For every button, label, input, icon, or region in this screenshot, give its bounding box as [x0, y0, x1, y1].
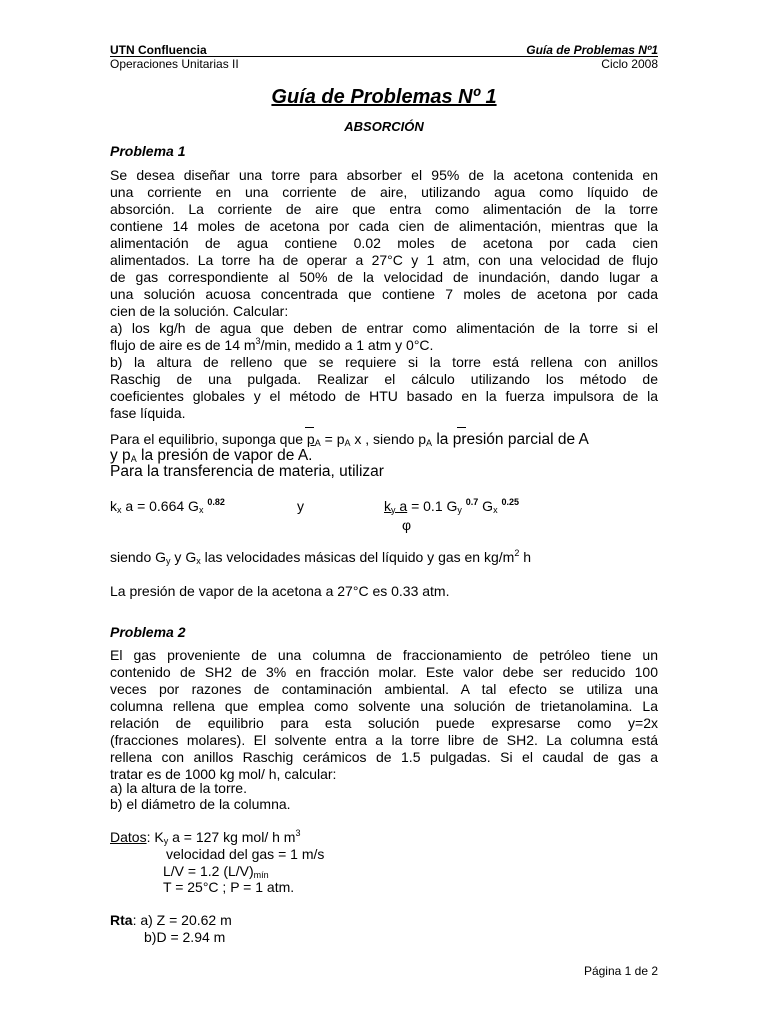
transfer-line: Para la transferencia de materia, utilizar: [110, 463, 384, 480]
problem-1-heading: Problema 1: [110, 143, 186, 159]
kx-equation: [110, 498, 225, 515]
overline-mark: [305, 427, 314, 428]
phi-symbol: φ: [402, 517, 412, 533]
page-number: Página 1 de 2: [583, 964, 658, 978]
rta-line: Rta: a) Z = 20.62 m: [110, 912, 232, 928]
p1-line: absorción. La corriente de aire que entra como alimentación de la torre: [110, 201, 658, 217]
p2-line: relación de equilibrio para esta solución puede expresarse como y=2x: [110, 715, 658, 731]
eq2-sub: A: [130, 454, 137, 464]
rta-b: b)D = 2.94 m: [144, 929, 226, 945]
p1-line: Raschig de una pulgada. Realizar el cálculo utilizando los método de: [110, 371, 658, 387]
p1-line: contiene 14 moles de acetona por cada cien de alimentación, mientras que la: [110, 218, 658, 234]
eq-mid: = p: [320, 431, 345, 447]
ky-left: $k_y$ a: [384, 498, 408, 515]
datos-lv: L/V = 1.2 $(L/V)_{mín}$: [163, 863, 269, 880]
header-cycle: Ciclo 2008: [601, 57, 658, 71]
datos-label: Datos: [110, 829, 147, 845]
p1-line: fase líquida.: [110, 405, 186, 421]
p1-line: una solución acuosa concentrada que contiene 7 moles de acetona por cada: [110, 286, 658, 302]
p1-line: Se desea diseñar una torre para absorber el 95% de la acetona contenida en: [110, 167, 658, 183]
problem-2-heading: Problema 2: [110, 624, 186, 640]
ky-equation: [384, 498, 519, 515]
header-course: Operaciones Unitarias II: [110, 57, 239, 71]
p1-line: alimentados. La torre ha de operar a 27°C y 1 atm, con una velocidad de flujo: [110, 252, 658, 268]
p2-line: tratar es de 1000 kg mol/ h, calcular:: [110, 766, 337, 782]
p1-line-flow: [110, 337, 658, 354]
ky-sub: y: [457, 505, 462, 515]
eq2-b: la presión de vapor de A.: [136, 447, 313, 464]
overline-mark: [457, 427, 466, 428]
page-subtitle: ABSORCIÓN: [344, 119, 424, 134]
datos-line: Datos: $K_y$ a = 127 kg mol/ h $m^3$: [110, 828, 301, 846]
p2-line: a) la altura de la torre.: [110, 780, 247, 796]
p2-line: rellena con anillos Raschig cerámicos de 1.5 pulgadas. Si el caudal de gas a: [110, 749, 658, 765]
kx-sub2: x: [198, 505, 204, 515]
ky-gx: G: [478, 498, 494, 514]
p2-line: (fracciones molares). El solvente entra a la torre libre de SH2. La columna está: [110, 732, 658, 748]
ky-exp2: 0.25: [501, 497, 519, 507]
flow-sup: 3: [255, 336, 261, 346]
equilibrium-line-2: [110, 447, 658, 464]
ky-gx-sub: x: [493, 505, 498, 515]
page-title: Guía de Problemas Nº 1: [271, 86, 497, 108]
flow-text-b: /min, medido a 1 atm y 0°C.: [260, 337, 434, 353]
eq-intro: Para el equilibrio, suponga que: [110, 431, 304, 447]
and-word: y: [297, 498, 304, 514]
equilibrium-line: [110, 431, 658, 448]
p2-line: columna rellena que emplea como solvente una solución de trietanolamina. La: [110, 698, 658, 714]
rta-label: Rta: [110, 912, 133, 928]
kx-mid: a = 0.664 G: [121, 498, 199, 514]
datos-velocidad: velocidad del gas = 1 m/s: [166, 846, 325, 862]
header-institution: UTN Confluencia: [110, 43, 207, 57]
eq2-a: y p: [110, 447, 131, 464]
p1-line: b) la altura de relleno que se requiere si la torre está rellena con anillos: [110, 354, 658, 370]
vapor-pressure-line: La presión de vapor de la acetona a 27°C es 0.33 atm.: [110, 583, 450, 599]
p2-line: contenido de SH2 de 3% en fracción molar. Este valor debe ser reducido 100: [110, 664, 658, 680]
p1-line: coeficientes globales y el método de HTU basado en la fuerza impulsora de la: [110, 388, 658, 404]
ky-mid: = 0.1 G: [407, 498, 458, 514]
eq-sub-a2: A: [344, 438, 351, 448]
p1-line: a) los kg/h de agua que deben de entrar como alimentación de la torre si el: [110, 320, 658, 336]
eq-pa-text: la presión parcial de A: [432, 431, 589, 448]
p1-line: de gas correspondiente al 50% de la velocidad de inundación, dando lugar a: [110, 269, 658, 285]
p2-line: b) el diámetro de la columna.: [110, 796, 291, 812]
eq-pa: p: [418, 431, 427, 447]
eq-sub-a: A: [314, 438, 321, 448]
ky-exp1: 0.7: [465, 497, 479, 507]
p2-line: El gas proveniente de una columna de fraccionamiento de petróleo tiene un: [110, 647, 658, 663]
eq-end: x , siendo: [350, 431, 415, 447]
p1-line: una corriente en una corriente de aire, utilizando agua como líquido de: [110, 184, 658, 200]
p2-line: veces por razones de contaminación ambiental. A tal efecto se utiliza una: [110, 681, 658, 697]
eq-p: p: [306, 431, 315, 447]
eq-pa-sub: A: [426, 438, 433, 448]
kx-sub: x: [117, 505, 122, 515]
flow-text-a: flujo de aire es de 14 m: [110, 337, 256, 353]
kx-k: k: [110, 498, 117, 514]
header-guide: Guía de Problemas Nº1: [526, 43, 658, 57]
datos-temp: T = 25°C ; P = 1 atm.: [163, 879, 295, 895]
siendo-line: siendo $G_y$ y $G_x$ las velocidades másicas del líquido y gas en $kg/m^2$ h: [110, 548, 532, 566]
kx-exp: 0.82: [207, 497, 225, 507]
p1-line: alimentación de agua contiene 0.02 moles de acetona por cada cien: [110, 235, 658, 251]
p1-line: cien de la solución. Calcular:: [110, 303, 289, 319]
